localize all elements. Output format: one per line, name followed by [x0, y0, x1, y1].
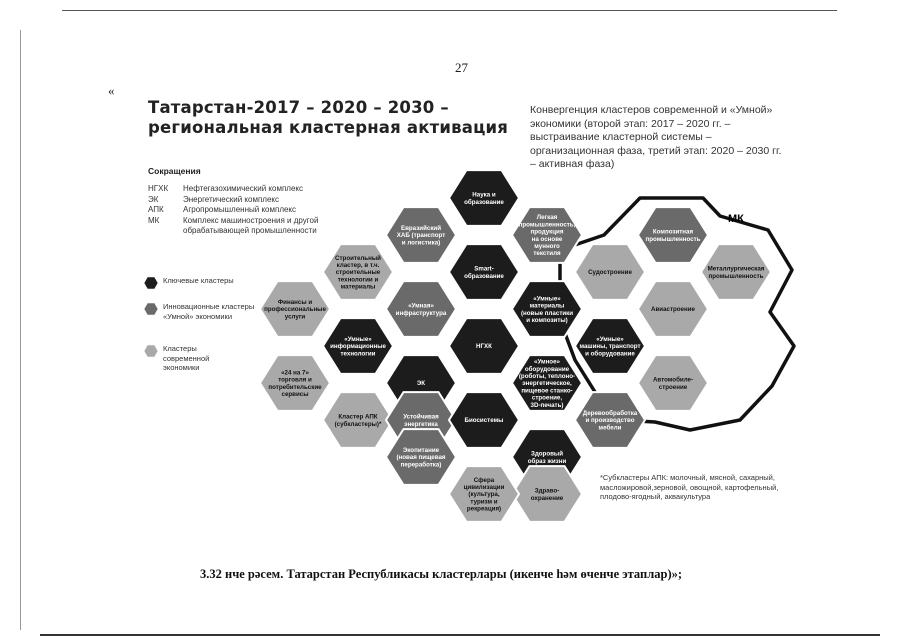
hexagon-label-line: Строительный [335, 254, 381, 262]
figure-caption: 3.32 нче рәсем. Татарстан Республикасы кластерлары (икенче һәм өченче этаплар)»; [200, 567, 683, 581]
title-line-1: Татарстан-2017 – 2020 – 2030 – [148, 98, 449, 117]
hexagon-label-line: потребительские [268, 383, 322, 391]
hexagon-cluster-finansy [260, 281, 330, 337]
apk-footnote: *Субкластеры АПК: молочный, мясной, сахарный, масложировой,зерновой, овощной, картофельный, плодово-ягодный, аквакультура [600, 473, 779, 502]
hexagon-label-line: Финансы и [277, 299, 313, 306]
hexagon-label-line: и оборудование [585, 350, 635, 358]
hexagon-label-line: и логистика) [401, 239, 441, 247]
hexagon-label-line: промышленность, [518, 221, 576, 229]
hexagon-label-line: «24 на 7» [281, 369, 309, 377]
hexagon-label-line: энергетика [404, 420, 438, 428]
hexagon-cluster-evraziyskiy [386, 207, 456, 263]
hexagon-label-line: (роботы, теплоно- [518, 373, 576, 380]
abbreviation-code: МК [148, 215, 160, 225]
hexagon-label-line: материалы [340, 283, 376, 291]
hexagon-label-line: 3D-печать) [530, 401, 564, 409]
hexagon-label-line: профессиональные [264, 306, 326, 314]
hexagon-label-line: Здоровый [530, 450, 564, 458]
hexagon-label-line: охранение [530, 494, 564, 502]
hexagon-cluster-aviastroenie [638, 281, 708, 337]
abbreviation-code: ЭК [148, 194, 159, 204]
hexagon-label-line: и производство [585, 417, 635, 425]
hexagon-label-line: Наука и [472, 191, 496, 199]
hexagon-label-line: Smart- [474, 265, 494, 273]
hexagon-label-line: ХАБ (транспорт [396, 232, 446, 240]
abbreviation-text: Нефтегазохимический комплекс [183, 184, 303, 193]
hexagon-cluster-derevo [575, 392, 645, 448]
hexagon-label-line: технологии и [337, 276, 379, 284]
figure-subtitle: Конвергенция кластеров современной и «Умной» экономики (второй этап: 2017 – 2020 гг. – выстраивание кластерной системы – организационная фаза, третий этап: 2020 – 2030 гг. – активная фаза) [530, 104, 782, 170]
hexagon-label-line: Биосистемы [464, 417, 504, 425]
hexagon-cluster-ngkh [449, 318, 519, 374]
hexagon-cluster-apk [323, 392, 393, 448]
hexagon-label-line: материалы [529, 302, 565, 310]
hexagon-cluster-umnye-mashiny [575, 318, 645, 374]
abbreviation-code: АПК [148, 205, 164, 214]
hexagon-label-line: (субкластеры)* [334, 420, 382, 428]
hexagon-label-line: мебели [598, 424, 622, 432]
hexagon-label-line: Композитная [652, 228, 694, 236]
hexagon-label-line: «Умные» [533, 295, 561, 303]
hexagon-label-line: текстиля [533, 250, 561, 258]
hexagon-label-line: информационные [330, 343, 386, 351]
hexagon-label-line: переработка) [400, 461, 442, 469]
hexagon-label-line: кластер, в т.ч. [336, 262, 380, 269]
hexagon-label-line: сервисы [281, 391, 309, 398]
hexagon-label-line: Деревообработка [582, 410, 638, 417]
hexagon-label-line: «Умное» [534, 358, 560, 366]
hexagon-cluster-biosistemy [449, 392, 519, 448]
hexagon-cluster-umnoe-oborud [512, 355, 582, 411]
hexagon-label-line: и композиты) [526, 317, 568, 324]
hexagon-label-line: на основе [531, 235, 563, 243]
hexagon-label-line: технологии [340, 350, 376, 358]
hexagon-label-line: Экопитание [402, 447, 440, 454]
hexagon-label-line: образование [464, 198, 504, 206]
hexagon-label-line: Евразийский [400, 225, 442, 232]
hexagon-label-line: строение [658, 383, 688, 391]
hexagon-label-line: (культура, [468, 491, 500, 499]
hexagon-label-line: Судостроение [588, 269, 632, 277]
hexagon-label-line: строительные [335, 269, 381, 277]
legend-label: Кластеры современной экономики [163, 344, 210, 372]
opening-quote: « [108, 83, 115, 98]
hexagon-cluster-umnaya-infra [386, 281, 456, 337]
hexagon-label-line: строение, [531, 394, 563, 402]
hexagon-label-line: НГХК [476, 343, 492, 351]
hexagon-label-line: туризм и [470, 498, 498, 506]
hexagon-label-line: Легкая [536, 214, 558, 222]
hexagon-cluster-sudostroenie [575, 244, 645, 300]
hexagon-label-line: пищевое станко- [521, 387, 573, 395]
abbreviations-heading: Сокращения [148, 166, 201, 176]
hexagon-label-line: торговля и [278, 376, 312, 384]
hexagon-label-line: цивилизации [463, 484, 505, 491]
hexagon-cluster-metallurg [701, 244, 771, 300]
abbreviation-text: Энергетический комплекс [183, 194, 279, 204]
mk-label: МК [728, 213, 744, 225]
abbreviation-text: Комплекс машиностроения и другой обрабатывающей промышленности [183, 215, 319, 235]
hexagon-label-line: промышленность [708, 272, 764, 280]
hexagon-label-line: Автомобиле- [652, 376, 694, 384]
hexagon-label-line: инфраструктура [395, 309, 447, 317]
hexagon-label-line: образ жизни [527, 457, 567, 465]
hexagon-label-line: «Умная» [408, 302, 434, 310]
title-line-2: региональная кластерная активация [148, 118, 509, 137]
hexagon-label-line: Авиастроение [651, 306, 695, 314]
hexagon-cluster-torgovlya [260, 355, 330, 411]
hexagon-cluster-umnye-it [323, 318, 393, 374]
hexagon-label-line: машины, транспорт [579, 343, 641, 351]
hexagon-cluster-nauka [449, 170, 519, 226]
hexagon-label-line: мунного [534, 243, 560, 250]
hexagon-layer [260, 170, 771, 522]
hexagon-label-line: оборудование [524, 365, 570, 373]
abbreviation-text: Агропромышленный комплекс [183, 205, 297, 214]
hexagon-label-line: (новая пищевая [396, 454, 446, 462]
hexagon-cluster-kompozity [638, 207, 708, 263]
hexagon-cluster-stroitelny [323, 244, 393, 300]
hexagon-cluster-smart [449, 244, 519, 300]
page-number: 27 [455, 60, 468, 75]
hexagon-label-line: ЭК [416, 380, 426, 388]
legend-label: Ключевые кластеры [163, 276, 234, 285]
hexagon-label-line: «Умные» [344, 336, 372, 343]
hexagon-label-line: энергетическое, [522, 380, 572, 388]
hexagon-label-line: Металлургическая [707, 265, 765, 273]
hexagon-cluster-avtomobile [638, 355, 708, 411]
hexagon-label-line: (новые пластики [520, 309, 574, 317]
hexagon-label-line: Здраво- [534, 487, 560, 495]
hexagon-label-line: услуги [284, 313, 306, 321]
hexagon-label-line: рекреация) [466, 505, 502, 513]
legend-label: Инновационные кластеры «Умной» экономики [163, 302, 255, 321]
hexagon-label-line: Устойчивая [403, 413, 439, 421]
hexagon-cluster-umnye-materialy [512, 281, 582, 337]
hexagon-label-line: Кластер АПК [338, 413, 378, 421]
hexagon-cluster-legkaya [512, 207, 582, 263]
hexagon-cluster-sfera [449, 466, 519, 522]
hexagon-label-line: «Умные» [596, 336, 624, 343]
hexagon-label-line: промышленность [645, 235, 701, 243]
hexagon-label-line: Сфера [473, 476, 495, 484]
hexagon-label-line: образование [464, 272, 504, 280]
abbreviation-code: НГХК [148, 184, 169, 193]
hexagon-label-line: продукция [530, 228, 564, 236]
